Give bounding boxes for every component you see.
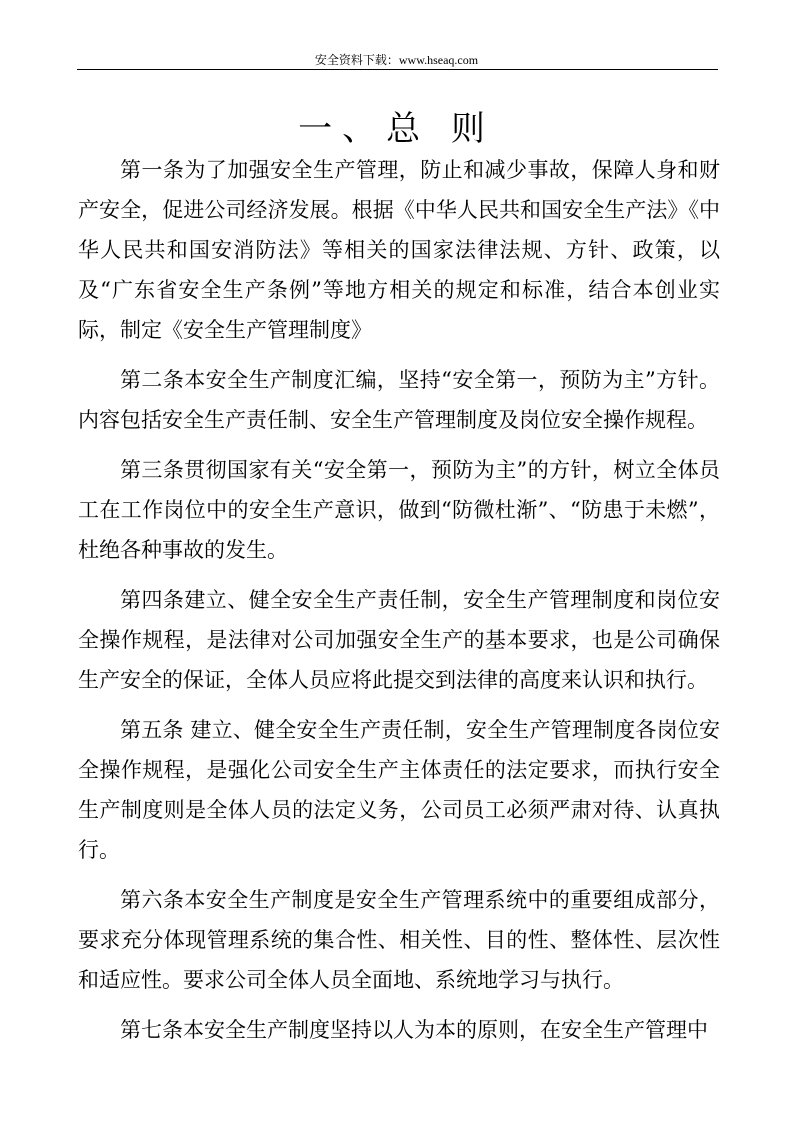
- document-body: [78, 150, 720, 1060]
- article-1: 第一条为了加强安全生产管理，防止和减少事故，保障人身和财产安全，促进公司经济发展。根据《中华人民共和国安全生产法》《中华人民共和国安消防法》等相关的国家法律法规、方针、政策，以及“广东省安全生产条例”等地方相关的规定和标准，结合本创业实际，制定《安全生产管理制度》: [78, 158, 720, 342]
- page-header: [0, 52, 793, 68]
- article-5: 第五条 建立、健全安全生产责任制，安全生产管理制度各岗位安全操作规程，是强化公司安全生产主体责任的法定要求，而执行安全生产制度则是全体人员的法定义务，公司员工必须严肃对待、认真执行。: [78, 718, 720, 862]
- header-divider: [77, 69, 718, 70]
- article-4: 第四条建立、健全安全生产责任制，安全生产管理制度和岗位安全操作规程，是法律对公司加强安全生产的基本要求，也是公司确保生产安全的保证，全体人员应将此提交到法律的高度来认识和执行。: [78, 588, 720, 692]
- header-site-text: 安全资料下载：www.hseaq.com: [314, 53, 479, 67]
- page-title: 一、总 则: [298, 108, 495, 149]
- article-6: 第六条本安全生产制度是安全生产管理系统中的重要组成部分，要求充分体现管理系统的集合性、相关性、目的性、整体性、层次性和适应性。要求公司全体人员全面地、系统地学习与执行。: [78, 888, 720, 992]
- article-7: 第七条本安全生产制度坚持以人为本的原则，在安全生产管理中: [120, 1018, 708, 1042]
- article-2: 第二条本安全生产制度汇编，坚持“安全第一，预防为主”方针。内容包括安全生产责任制、安全生产管理制度及岗位安全操作规程。: [78, 368, 720, 432]
- article-3: 第三条贯彻国家有关“安全第一，预防为主”的方针，树立全体员工在工作岗位中的安全生产意识，做到“防微杜渐”、“防患于未燃”，杜绝各种事故的发生。: [78, 458, 720, 562]
